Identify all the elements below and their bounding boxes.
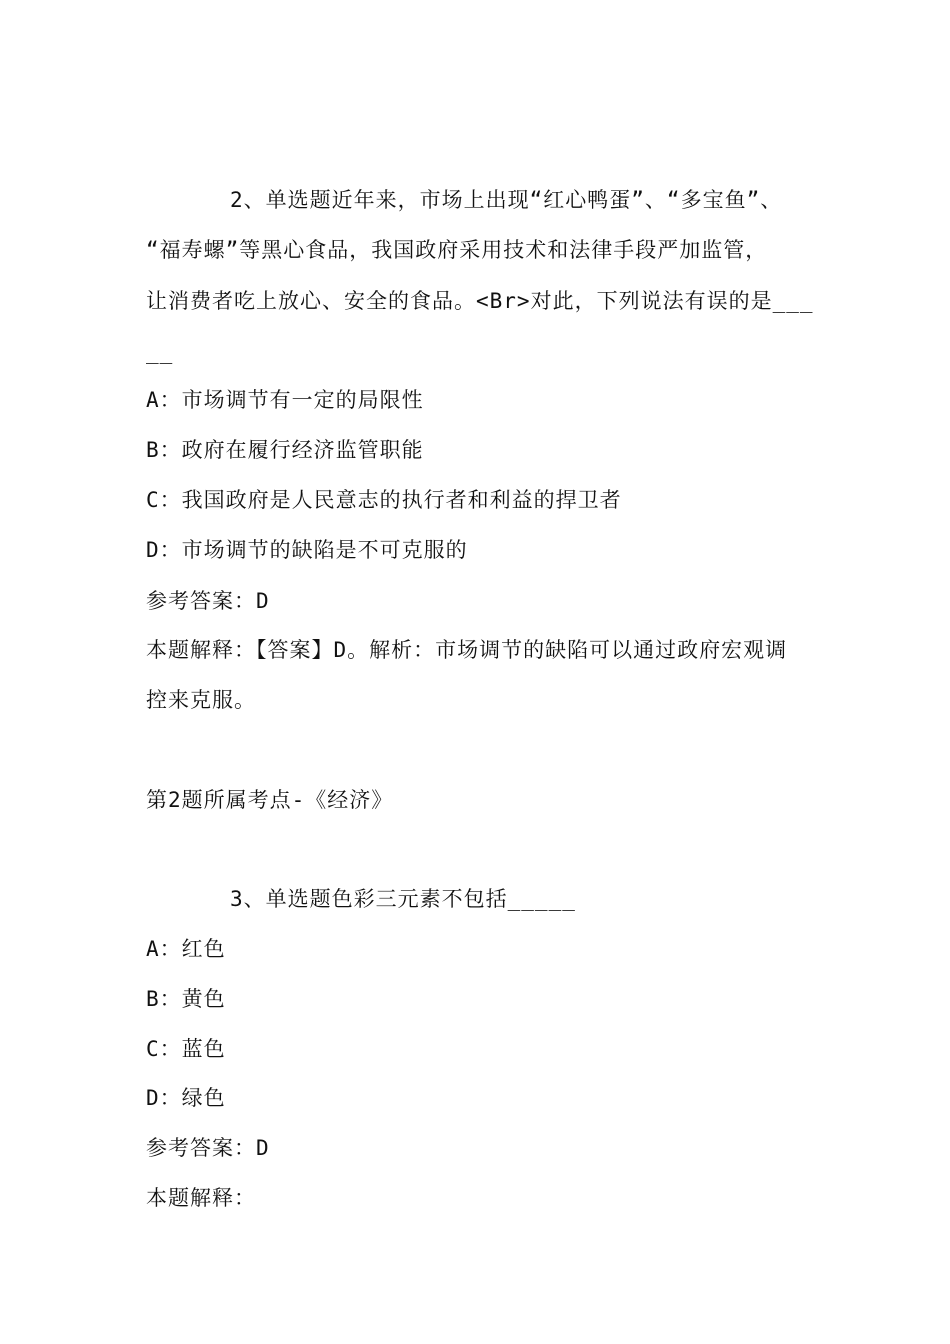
question-3-option-a: A：红色	[146, 937, 226, 961]
question-2-stem-line-4: __	[146, 340, 174, 364]
question-3-option-c: C：蓝色	[146, 1037, 226, 1061]
question-2-stem-line-3: 让消费者吃上放心、安全的食品。<Br>对此，下列说法有误的是___	[146, 289, 814, 313]
question-3-stem: 3、单选题色彩三元素不包括_____	[230, 887, 576, 911]
question-2-knowledge-point: 第2题所属考点-《经济》	[146, 788, 394, 812]
question-3-answer: 参考答案：D	[146, 1136, 270, 1160]
question-2-option-b: B：政府在履行经济监管职能	[146, 438, 424, 462]
question-2-stem-line-2: “福寿螺”等黑心食品，我国政府采用技术和法律手段严加监管，	[146, 238, 768, 262]
question-2-option-a: A：市场调节有一定的局限性	[146, 388, 424, 412]
question-2-option-c: C：我国政府是人民意志的执行者和利益的捍卫者	[146, 488, 622, 512]
question-3-option-d: D：绿色	[146, 1086, 226, 1110]
question-2-answer: 参考答案：D	[146, 589, 270, 613]
question-2-explanation-line-2: 控来克服。	[146, 688, 256, 712]
question-3-explanation: 本题解释：	[146, 1186, 256, 1210]
question-3-option-b: B：黄色	[146, 987, 226, 1011]
question-2-explanation-line-1: 本题解释：【答案】D。解析：市场调节的缺陷可以通过政府宏观调	[146, 638, 788, 662]
question-2-stem-line-1: 2、单选题近年来，市场上出现“红心鸭蛋”、“多宝鱼”、	[230, 188, 783, 212]
question-2-option-d: D：市场调节的缺陷是不可克服的	[146, 538, 468, 562]
